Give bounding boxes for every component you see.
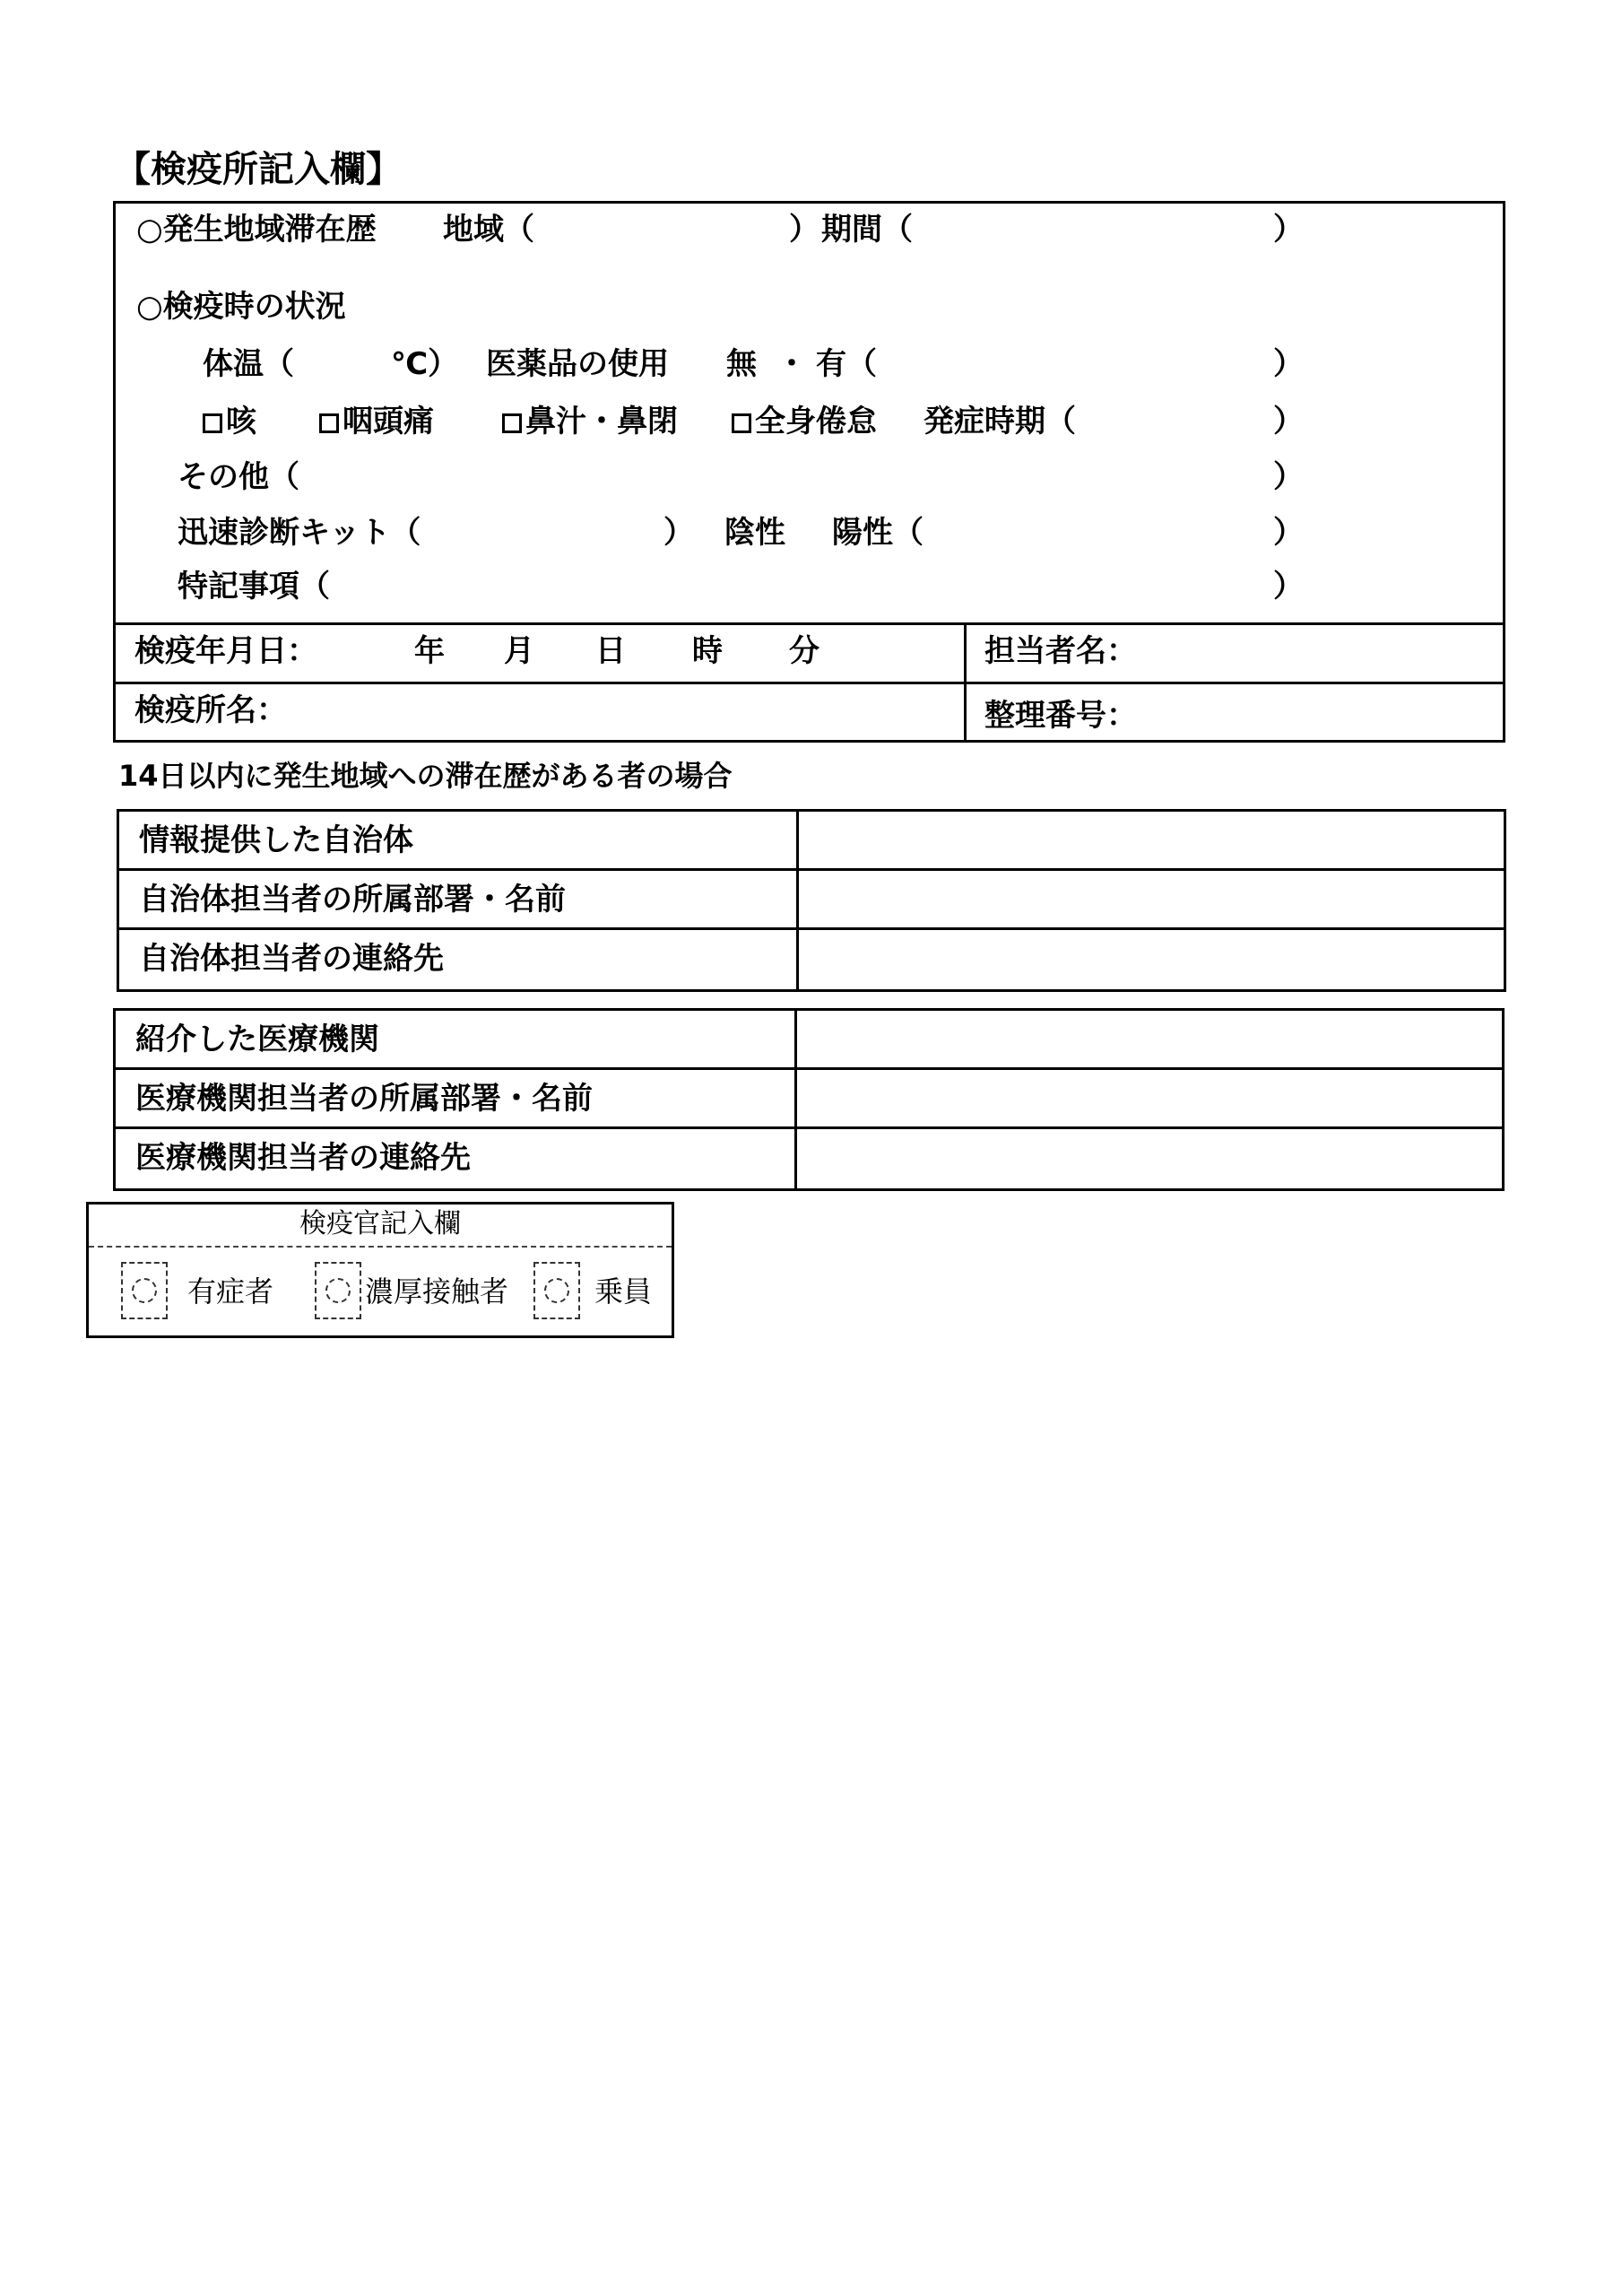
inspection-date-label: 検疫年月日： [134, 633, 317, 669]
row-label: 医療機関担当者の連絡先 [135, 1140, 471, 1176]
quarantine-officer-box [86, 1202, 674, 1338]
medicine-close: ） [1273, 346, 1304, 382]
symptom-sore-throat[interactable]: 咽頭痛 [319, 404, 434, 439]
status-heading: ○検疫時の状況 [136, 289, 346, 325]
row-label: 自治体担当者の連絡先 [139, 941, 444, 977]
cell-divider [794, 1011, 797, 1067]
symptom-runny-nose[interactable]: 鼻汁・鼻閉 [502, 404, 678, 439]
other-close: ） [1273, 459, 1304, 495]
remarks-close: ） [1273, 569, 1304, 604]
onset-label: 発症時期（ [924, 404, 1076, 439]
circle-icon [325, 1278, 351, 1303]
cell-divider [796, 930, 799, 989]
divider-line [113, 682, 1505, 684]
cell-divider [794, 1129, 797, 1188]
close-contact-checkbox[interactable] [315, 1262, 361, 1319]
row-label: 情報提供した自治体 [139, 822, 413, 858]
table-row [116, 1129, 1502, 1188]
reference-number-label: 整理番号： [984, 698, 1137, 734]
period-label: 期間（ [821, 212, 913, 248]
crew-checkbox[interactable] [533, 1262, 580, 1319]
onset-close: ） [1273, 404, 1304, 439]
stamp-separator [89, 1246, 672, 1248]
result-positive-close: ） [1273, 515, 1304, 551]
row-label: 医療機関担当者の所属部署・名前 [135, 1081, 593, 1117]
region-close: ） [789, 212, 820, 248]
table-row [119, 871, 1504, 930]
circle-icon [132, 1278, 157, 1303]
table-row [119, 812, 1504, 871]
symptomatic-label: 有症者 [187, 1274, 274, 1309]
table-row [116, 1070, 1502, 1129]
date-month: 月 [504, 633, 534, 669]
rapid-kit-close: ） [663, 515, 694, 551]
date-day: 日 [595, 633, 626, 669]
close-contact-label: 濃厚接触者 [365, 1274, 509, 1309]
stay-history-label: ○発生地域滞在歴 [136, 212, 377, 248]
date-hour: 時 [692, 633, 723, 669]
other-label: その他（ [178, 459, 299, 495]
page-title: 【検疫所記入欄】 [115, 149, 402, 190]
date-year: 年 [414, 633, 445, 669]
row-label: 自治体担当者の所属部署・名前 [139, 882, 566, 918]
period-close: ） [1273, 212, 1304, 248]
divider-line [113, 622, 1505, 625]
region-label: 地域（ [443, 212, 534, 248]
symptomatic-checkbox[interactable] [121, 1262, 168, 1319]
result-negative: 陰性 [724, 515, 785, 551]
checkbox-icon [502, 413, 522, 433]
symptom-fatigue[interactable]: 全身倦怠 [732, 404, 877, 439]
cell-divider [796, 871, 799, 927]
stay-history-note: 14日以内に発生地域への滞在歴がある者の場合 [118, 759, 733, 793]
medicine-label: 医薬品の使用 [486, 346, 669, 382]
date-minute: 分 [789, 633, 820, 669]
person-in-charge-label: 担当者名： [984, 633, 1137, 669]
rapid-kit-label: 迅速診断キット（ [178, 515, 421, 551]
checkbox-icon [319, 413, 339, 433]
medicine-dot: ・ [776, 346, 807, 382]
medical-institution-table [113, 1008, 1505, 1191]
crew-label: 乗員 [594, 1274, 653, 1309]
remarks-label: 特記事項（ [178, 569, 330, 604]
checkbox-icon [203, 413, 222, 433]
symptom-cough[interactable]: 咳 [203, 404, 256, 439]
circle-icon [544, 1278, 569, 1303]
cell-divider [796, 812, 799, 868]
temperature-unit: ℃） [391, 346, 459, 382]
medicine-none: 無 [726, 346, 757, 382]
table-row [119, 930, 1504, 989]
table-row [116, 1011, 1502, 1070]
medicine-yes: 有（ [816, 346, 877, 382]
row-label: 紹介した医療機関 [135, 1022, 379, 1057]
quarantine-office-label: 検疫所名： [134, 692, 287, 728]
checkbox-icon [732, 413, 751, 433]
cell-divider [794, 1070, 797, 1126]
temperature-label: 体温（ [203, 346, 294, 382]
stamp-title: 検疫官記入欄 [299, 1208, 461, 1239]
column-divider [964, 622, 967, 743]
municipality-table [117, 809, 1506, 992]
result-positive-label: 陽性（ [832, 515, 924, 551]
